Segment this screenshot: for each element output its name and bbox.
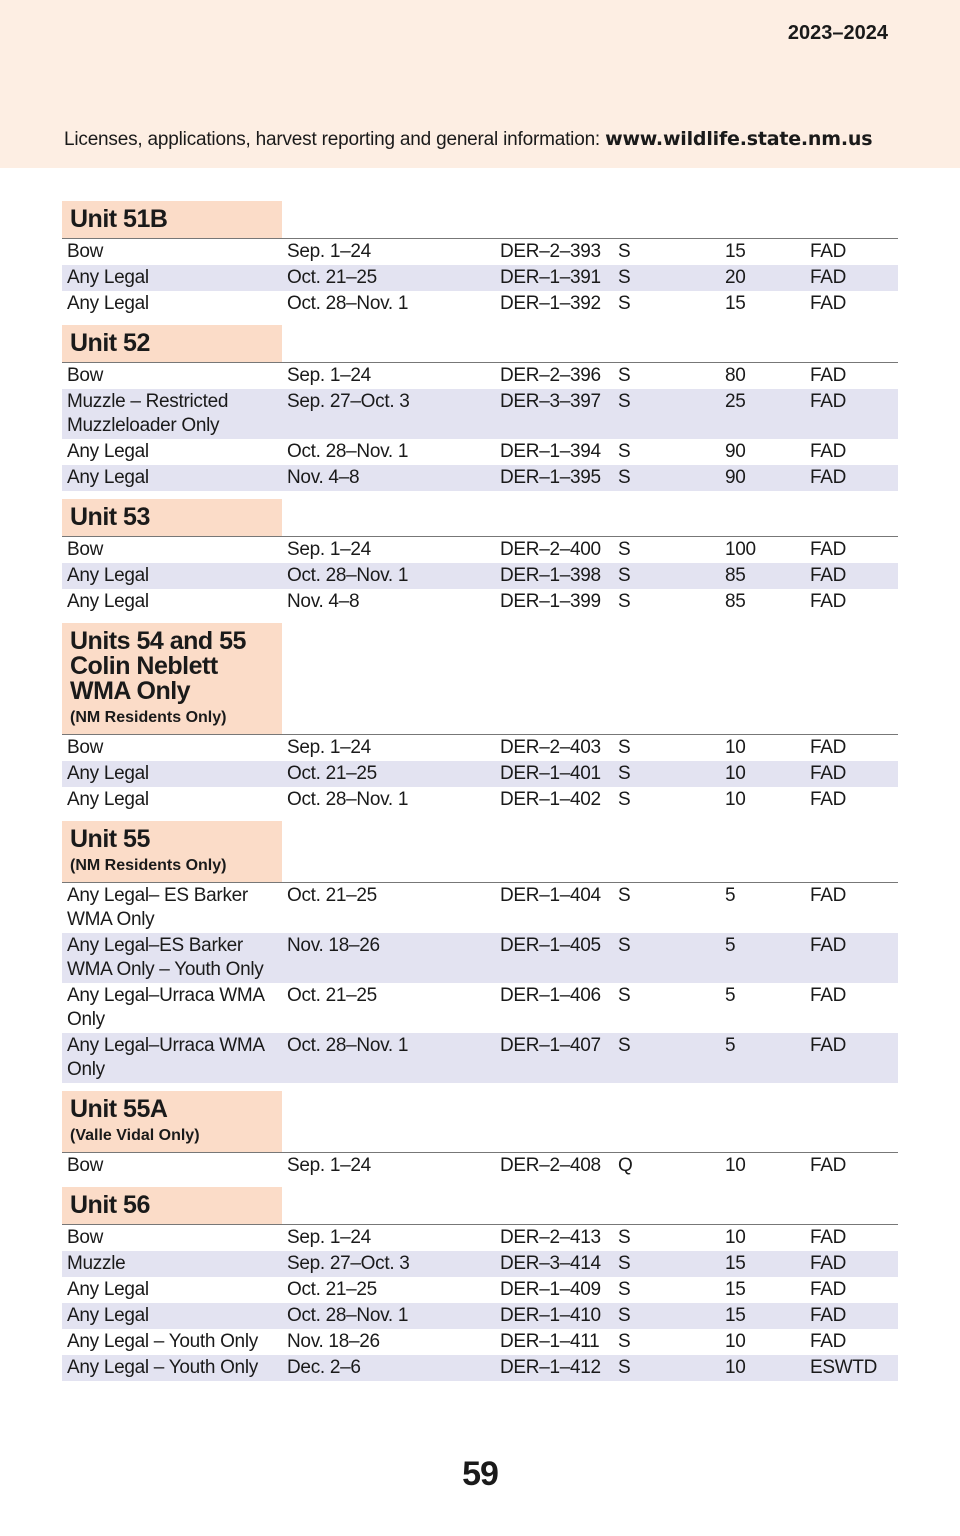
license-type: S	[618, 1357, 631, 1378]
unit-title: Unit 51B	[70, 205, 168, 233]
website-link[interactable]: www.wildlife.state.nm.us	[605, 128, 873, 150]
table-row	[62, 1251, 898, 1277]
license-type: S	[618, 441, 631, 462]
hunt-type: Any Legal	[67, 441, 149, 462]
hunt-dates: Sep. 1–24	[287, 737, 371, 758]
licenses-count: 10	[725, 1331, 746, 1352]
table-row	[62, 1277, 898, 1303]
hunt-code: DER–2–413	[500, 1227, 601, 1248]
hunt-code: DER–1–391	[500, 267, 601, 288]
table-row	[62, 389, 898, 439]
unit-title: Unit 55	[70, 825, 150, 853]
hunt-type: Bow	[67, 539, 104, 560]
licenses-count: 15	[725, 1279, 746, 1300]
table-row	[62, 761, 898, 787]
table-row	[62, 1225, 898, 1251]
license-type: S	[618, 267, 631, 288]
unit-title: Unit 56	[70, 1191, 150, 1219]
unit-title: Unit 52	[70, 329, 150, 357]
hunt-type: Any Legal–Urraca WMA Only	[67, 985, 264, 1030]
hunt-dates: Sep. 1–24	[287, 1155, 371, 1176]
hunt-type: Any Legal	[67, 1305, 149, 1326]
license-type: S	[618, 565, 631, 586]
licenses-count: 85	[725, 591, 746, 612]
bag-limit: FAD	[810, 365, 847, 386]
unit-subtitle: (NM Residents Only)	[70, 709, 227, 726]
hunt-type: Any Legal– ES Barker WMA Only	[67, 885, 248, 930]
info-text: Licenses, applications, harvest reporting and general information:	[64, 129, 606, 150]
hunt-dates: Oct. 28–Nov. 1	[287, 1035, 409, 1056]
table-row	[62, 1329, 898, 1355]
bag-limit: FAD	[810, 1155, 847, 1176]
bag-limit: FAD	[810, 1035, 847, 1056]
hunt-dates: Oct. 28–Nov. 1	[287, 293, 409, 314]
hunt-code: DER–1–395	[500, 467, 601, 488]
bag-limit: FAD	[810, 293, 847, 314]
license-type: S	[618, 1279, 631, 1300]
unit-title: Unit 53	[70, 503, 150, 531]
hunt-dates: Oct. 21–25	[287, 885, 377, 906]
licenses-count: 100	[725, 539, 756, 560]
hunt-type: Any Legal	[67, 1279, 149, 1300]
hunt-code: DER–1–402	[500, 789, 601, 810]
hunt-code: DER–1–405	[500, 935, 601, 956]
unit-header	[62, 623, 282, 735]
hunt-code: DER–1–399	[500, 591, 601, 612]
license-type: S	[618, 1331, 631, 1352]
licenses-count: 15	[725, 1305, 746, 1326]
license-type: S	[618, 1305, 631, 1326]
unit-header	[62, 325, 282, 363]
unit-title: Units 54 and 55 Colin Neblett WMA Only	[70, 627, 246, 705]
bag-limit: FAD	[810, 985, 847, 1006]
hunt-code: DER–2–396	[500, 365, 601, 386]
hunt-type: Any Legal	[67, 763, 149, 784]
hunt-code: DER–1–409	[500, 1279, 601, 1300]
licenses-count: 5	[725, 935, 736, 956]
hunt-code: DER–1–398	[500, 565, 601, 586]
table-row	[62, 239, 898, 265]
licenses-count: 80	[725, 365, 746, 386]
hunt-type: Any Legal	[67, 565, 149, 586]
hunt-tables	[62, 201, 898, 1381]
page-number: 59	[462, 1455, 498, 1493]
hunt-dates: Sep. 1–24	[287, 365, 371, 386]
license-type: S	[618, 885, 631, 906]
hunt-code: DER–1–401	[500, 763, 601, 784]
unit-section	[62, 499, 898, 615]
hunt-dates: Sep. 1–24	[287, 539, 371, 560]
bag-limit: FAD	[810, 441, 847, 462]
bag-limit: FAD	[810, 1253, 847, 1274]
bag-limit: FAD	[810, 1227, 847, 1248]
table-row	[62, 933, 898, 983]
hunt-dates: Oct. 28–Nov. 1	[287, 565, 409, 586]
license-type: S	[618, 935, 631, 956]
bag-limit: FAD	[810, 1279, 847, 1300]
licenses-count: 15	[725, 1253, 746, 1274]
unit-section	[62, 1091, 898, 1179]
hunt-dates: Nov. 18–26	[287, 935, 380, 956]
licenses-count: 25	[725, 391, 746, 412]
license-type: S	[618, 737, 631, 758]
unit-subtitle: (Valle Vidal Only)	[70, 1127, 200, 1144]
unit-header	[62, 1091, 282, 1153]
table-row	[62, 1153, 898, 1179]
hunt-code: DER–1–407	[500, 1035, 601, 1056]
hunt-type: Any Legal–ES Barker WMA Only – Youth Only	[67, 935, 264, 980]
hunt-type: Bow	[67, 737, 104, 758]
table-row	[62, 735, 898, 761]
bag-limit: ESWTD	[810, 1357, 878, 1378]
unit-title: Unit 55A	[70, 1095, 168, 1123]
licenses-count: 10	[725, 763, 746, 784]
hunt-code: DER–1–406	[500, 985, 601, 1006]
bag-limit: FAD	[810, 1305, 847, 1326]
licenses-count: 5	[725, 885, 736, 906]
hunt-dates: Oct. 21–25	[287, 267, 377, 288]
hunt-code: DER–1–392	[500, 293, 601, 314]
hunt-dates: Sep. 27–Oct. 3	[287, 391, 410, 412]
hunt-type: Bow	[67, 241, 104, 262]
unit-header	[62, 1187, 282, 1225]
hunt-type: Any Legal	[67, 293, 149, 314]
hunt-dates: Sep. 1–24	[287, 1227, 371, 1248]
hunt-code: DER–1–404	[500, 885, 601, 906]
hunt-type: Any Legal – Youth Only	[67, 1331, 258, 1352]
bag-limit: FAD	[810, 565, 847, 586]
hunt-type: Any Legal	[67, 267, 149, 288]
licenses-count: 20	[725, 267, 746, 288]
licenses-count: 90	[725, 441, 746, 462]
hunt-dates: Nov. 18–26	[287, 1331, 380, 1352]
table-row	[62, 1355, 898, 1381]
hunt-dates: Oct. 21–25	[287, 985, 377, 1006]
bag-limit: FAD	[810, 737, 847, 758]
info-line	[64, 128, 872, 151]
license-type: S	[618, 985, 631, 1006]
licenses-count: 10	[725, 1155, 746, 1176]
hunt-dates: Oct. 21–25	[287, 763, 377, 784]
hunt-type: Any Legal	[67, 789, 149, 810]
hunt-code: DER–1–410	[500, 1305, 601, 1326]
license-type: S	[618, 763, 631, 784]
unit-section	[62, 325, 898, 491]
licenses-count: 5	[725, 985, 736, 1006]
bag-limit: FAD	[810, 591, 847, 612]
license-type: S	[618, 293, 631, 314]
unit-section	[62, 821, 898, 1083]
bag-limit: FAD	[810, 241, 847, 262]
bag-limit: FAD	[810, 467, 847, 488]
bag-limit: FAD	[810, 885, 847, 906]
bag-limit: FAD	[810, 763, 847, 784]
hunt-type: Muzzle – Restricted Muzzleloader Only	[67, 391, 229, 436]
hunt-dates: Dec. 2–6	[287, 1357, 361, 1378]
table-row	[62, 983, 898, 1033]
hunt-dates: Oct. 28–Nov. 1	[287, 789, 409, 810]
unit-section	[62, 623, 898, 813]
table-row	[62, 883, 898, 933]
hunt-dates: Nov. 4–8	[287, 467, 360, 488]
licenses-count: 10	[725, 737, 746, 758]
hunt-type: Bow	[67, 365, 104, 386]
license-type: S	[618, 1227, 631, 1248]
license-type: Q	[618, 1155, 633, 1176]
hunt-dates: Oct. 28–Nov. 1	[287, 441, 409, 462]
hunt-code: DER–1–412	[500, 1357, 601, 1378]
hunt-code: DER–1–411	[500, 1331, 600, 1352]
hunt-type: Any Legal–Urraca WMA Only	[67, 1035, 264, 1080]
license-type: S	[618, 1035, 631, 1056]
bag-limit: FAD	[810, 391, 847, 412]
hunt-code: DER–2–393	[500, 241, 601, 262]
license-type: S	[618, 391, 631, 412]
unit-subtitle: (NM Residents Only)	[70, 857, 227, 874]
table-row	[62, 563, 898, 589]
license-type: S	[618, 241, 631, 262]
hunt-type: Bow	[67, 1227, 104, 1248]
hunt-code: DER–3–414	[500, 1253, 601, 1274]
hunt-type: Any Legal	[67, 467, 149, 488]
season-year: 2023–2024	[787, 22, 888, 44]
table-row	[62, 265, 898, 291]
hunt-dates: Sep. 27–Oct. 3	[287, 1253, 410, 1274]
licenses-count: 10	[725, 1357, 746, 1378]
hunt-type: Any Legal – Youth Only	[67, 1357, 258, 1378]
hunt-dates: Sep. 1–24	[287, 241, 371, 262]
table-row	[62, 589, 898, 615]
bag-limit: FAD	[810, 539, 847, 560]
bag-limit: FAD	[810, 789, 847, 810]
license-type: S	[618, 365, 631, 386]
table-row	[62, 1303, 898, 1329]
table-row	[62, 537, 898, 563]
table-row	[62, 439, 898, 465]
hunt-code: DER–2–403	[500, 737, 601, 758]
licenses-count: 5	[725, 1035, 736, 1056]
table-row	[62, 465, 898, 491]
license-type: S	[618, 591, 631, 612]
licenses-count: 85	[725, 565, 746, 586]
licenses-count: 15	[725, 293, 746, 314]
unit-header	[62, 499, 282, 537]
hunt-code: DER–3–397	[500, 391, 601, 412]
licenses-count: 10	[725, 1227, 746, 1248]
license-type: S	[618, 539, 631, 560]
licenses-count: 90	[725, 467, 746, 488]
hunt-dates: Nov. 4–8	[287, 591, 360, 612]
unit-section	[62, 1187, 898, 1381]
license-type: S	[618, 789, 631, 810]
license-type: S	[618, 467, 631, 488]
unit-header	[62, 201, 282, 239]
licenses-count: 15	[725, 241, 746, 262]
hunt-code: DER–1–394	[500, 441, 601, 462]
licenses-count: 10	[725, 789, 746, 810]
bag-limit: FAD	[810, 267, 847, 288]
hunt-dates: Oct. 21–25	[287, 1279, 377, 1300]
unit-header	[62, 821, 282, 883]
hunt-type: Bow	[67, 1155, 104, 1176]
table-row	[62, 363, 898, 389]
hunt-type: Any Legal	[67, 591, 149, 612]
hunt-dates: Oct. 28–Nov. 1	[287, 1305, 409, 1326]
unit-section	[62, 201, 898, 317]
table-row	[62, 291, 898, 317]
hunt-code: DER–2–400	[500, 539, 601, 560]
license-type: S	[618, 1253, 631, 1274]
bag-limit: FAD	[810, 935, 847, 956]
table-row	[62, 787, 898, 813]
page-header	[0, 0, 960, 168]
hunt-code: DER–2–408	[500, 1155, 601, 1176]
bag-limit: FAD	[810, 1331, 847, 1352]
table-row	[62, 1033, 898, 1083]
hunt-type: Muzzle	[67, 1253, 126, 1274]
